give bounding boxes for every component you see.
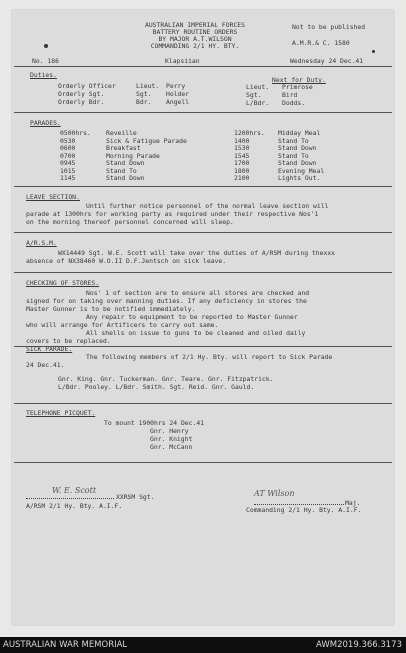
parade-time: 0700 [60, 152, 76, 160]
picquet-name: Gnr. Knight [150, 435, 193, 443]
signature-line [254, 504, 344, 505]
commander-title: Commanding 2/1 Hy. Bty. A.I.F. [246, 506, 362, 514]
stores-text: who will arrange for Artificers to carry out same. [26, 321, 219, 329]
parade-event: Stand Down [278, 144, 317, 152]
stores-text: Master Gunner is to be notified immediately. [26, 305, 196, 313]
parades-heading: PARADES. [30, 119, 61, 127]
leave-text: Until further notice personnel of the normal leave section will [86, 202, 329, 210]
picquet-heading: TELEPHONE PICQUET. [26, 409, 96, 417]
parade-event: Stand Down [278, 159, 317, 167]
parade-event: Evening Meal [278, 167, 325, 175]
sick-names: L/Bdr. Pooley. L/Bdr. Smith. Sgt. Reid. Gnr. Gauld. [58, 383, 255, 391]
parade-event: Stand To [106, 167, 137, 175]
parade-event: Midday Meal [278, 129, 321, 137]
parade-event: Morning Parade [106, 152, 160, 160]
divider [14, 462, 392, 463]
parade-event: Lights Out. [278, 174, 321, 182]
divider [14, 232, 392, 233]
sick-text: 24 Dec.41. [26, 361, 65, 369]
parade-time: 0500hrs. [60, 129, 91, 137]
archive-footer [0, 637, 406, 653]
parade-time: 0600 [60, 144, 76, 152]
duty-role: Orderly Bdr. [58, 98, 105, 106]
stores-text: covers to be replaced. [26, 337, 111, 345]
parade-time: 1015 [60, 167, 76, 175]
leave-text: parade at 1300hrs for working party as required under their respective Nos'1 [26, 210, 319, 218]
duties-heading: Duties. [30, 71, 57, 79]
stores-text: signed for on taking over manning duties. If any deficiency in stores the [26, 297, 307, 305]
divider [14, 186, 392, 187]
divider [14, 66, 392, 67]
header-line2: BATTERY ROUTINE ORDERS [152, 28, 238, 36]
duty-name: Angell [166, 98, 190, 106]
next-name: Dodds. [282, 99, 306, 107]
picquet-name: Gnr. McCann [150, 443, 193, 451]
stores-text: Nos' 1 of section are to ensure all stores are checked and [86, 289, 310, 297]
signature-line [26, 498, 114, 499]
parade-event: Sick & Fatigue Parade [106, 137, 187, 145]
parade-time: 0945 [60, 159, 76, 167]
next-name: Primrose [282, 83, 313, 91]
parade-event: Stand Down [106, 174, 145, 182]
duty-name: Holder [166, 90, 190, 98]
order-date: Wednesday 24 Dec.41 [290, 57, 364, 65]
parade-time: 1545 [234, 152, 250, 160]
ink-mark [372, 50, 375, 53]
parade-time: 1145 [60, 174, 76, 182]
parade-event: Stand To [278, 152, 309, 160]
parade-time: 1530 [234, 144, 250, 152]
arsm-heading: A/R.S.M. [26, 239, 57, 247]
not-published-note: Not to be published [292, 23, 366, 31]
sick-names: Gnr. King. Gnr. Tuckerman. Gnr. Teare. Gnr. Fitzpatrick. [58, 375, 274, 383]
sick-text: The following members of 2/1 Hy. Bty. will report to Sick Parade [86, 353, 333, 361]
stores-text: All shells on issue to guns to be cleaned and oiled daily [86, 329, 306, 337]
duty-role: Orderly Sgt. [58, 90, 105, 98]
divider [14, 272, 392, 273]
amra-number: A.M.R.& C. 1580 [292, 39, 350, 47]
commander-rank: Maj. [345, 499, 361, 507]
rsm-title: A/RSM 2/1 Hy. Bty. A.I.F. [26, 502, 123, 510]
stores-heading: CHECKING OF STORES. [26, 279, 100, 287]
arsm-text: WX14449 Sgt. W.E. Scott will take over the duties of A/RSM during thexxx [58, 249, 336, 257]
next-duty-heading: Next for Duty. [272, 76, 326, 84]
commander-signature: AT Wilson [254, 489, 295, 498]
parade-time: 2100 [234, 174, 250, 182]
parade-event: Reveille [106, 129, 137, 137]
header-line3: BY MAJOR A.T.WILSON [158, 35, 232, 43]
leave-heading: LEAVE SECTION. [26, 193, 80, 201]
header-line4: COMMANDING 2/1 HY. BTY. [150, 42, 240, 50]
rsm-signature: W. E. Scott [52, 486, 97, 495]
header-line1: AUSTRALIAN IMPERIAL FORCES [144, 21, 246, 29]
parade-event: Stand Down [106, 159, 145, 167]
location: Klapsiian [165, 57, 200, 65]
parade-time: 0530 [60, 137, 76, 145]
parade-time: 1700 [234, 159, 250, 167]
institution-name: AUSTRALIAN WAR MEMORIAL [3, 640, 128, 650]
sick-heading: SICK PARADE. [26, 345, 73, 353]
parade-event: Breakfast [106, 144, 141, 152]
duty-rank: Lieut. [136, 82, 160, 90]
ink-mark [44, 44, 48, 48]
next-name: Bird [282, 91, 298, 99]
picquet-text: To mount 1900hrs 24 Dec.41 [104, 419, 205, 427]
arsm-text: absence of NX38460 W.O.II D.F.Jentsch on sick leave. [26, 257, 227, 265]
parade-time: 1400 [234, 137, 250, 145]
picquet-name: Gnr. Henry [150, 427, 189, 435]
parade-time: 1800 [234, 167, 250, 175]
parade-time: 1200hrs. [234, 129, 265, 137]
divider [14, 112, 392, 113]
duty-name: Perry [166, 82, 186, 90]
divider [14, 403, 392, 404]
duty-role: Orderly Officer [58, 82, 116, 90]
next-rank: L/Bdr. [246, 99, 270, 107]
rsm-rank: XXRSM Sgt. [116, 493, 155, 501]
accession-number: AWM2019.366.3173 [316, 640, 402, 650]
parade-event: Stand To [278, 137, 309, 145]
duty-rank: Sgt. [136, 90, 152, 98]
stores-text: Any repair to equipment to be reported to Master Gunner [86, 313, 298, 321]
leave-text: on the morning thereof personnel concerned will sleep. [26, 218, 234, 226]
next-rank: Lieut. [246, 83, 270, 91]
order-number: No. 186 [32, 57, 59, 65]
duty-rank: Bdr. [136, 98, 152, 106]
next-rank: Sgt. [246, 91, 262, 99]
